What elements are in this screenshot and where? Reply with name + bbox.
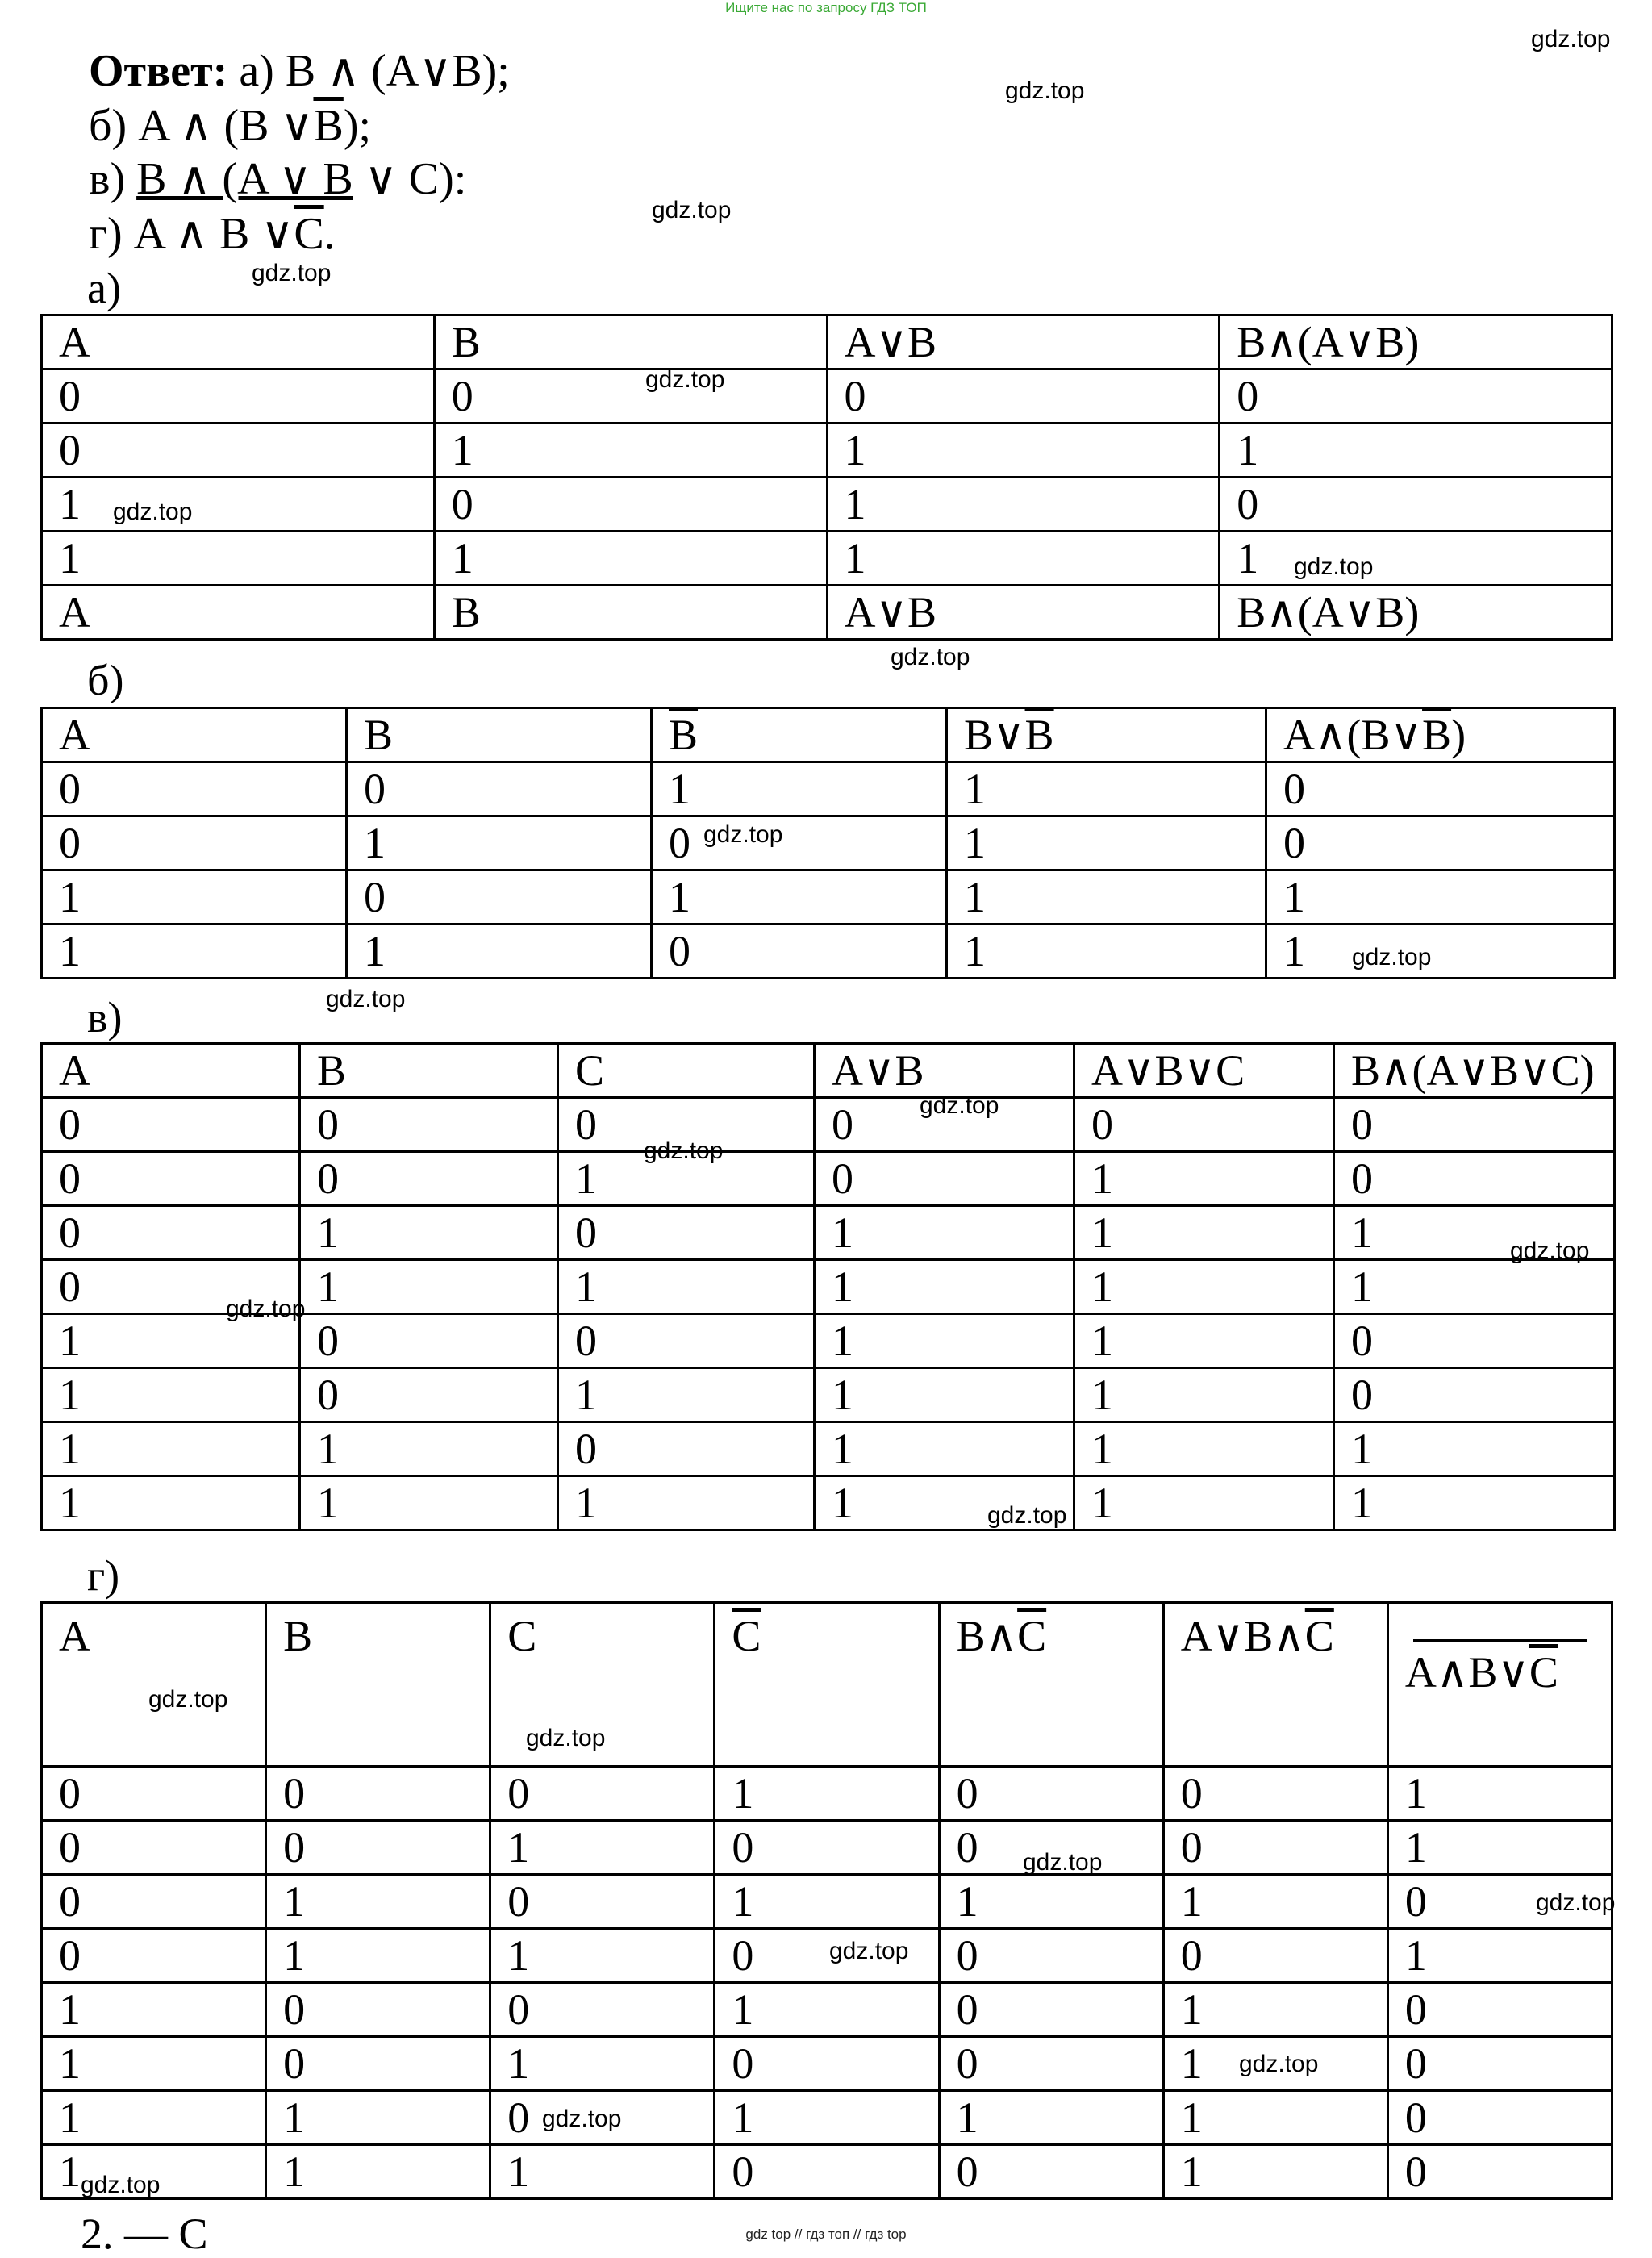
cell: 1 — [490, 1821, 715, 1875]
header-cell: B — [266, 1603, 490, 1767]
cell: 1 — [1220, 532, 1612, 586]
table-row — [42, 2037, 1612, 2091]
cell: 0 — [490, 2091, 715, 2145]
cell: 1 — [1074, 1368, 1334, 1422]
table-row — [42, 870, 1615, 924]
cell: 1 — [558, 1260, 815, 1314]
cell: 1 — [558, 1476, 815, 1530]
cell: 0 — [266, 1767, 490, 1821]
table-row — [42, 369, 1612, 424]
watermark: gdz.top — [526, 1725, 606, 1751]
cell: 1 — [42, 478, 435, 532]
cell: 1 — [42, 924, 347, 979]
cell: 1 — [1266, 870, 1615, 924]
cell: 0 — [939, 1983, 1163, 2037]
cell: 0 — [42, 1260, 300, 1314]
cell: 1 — [947, 924, 1266, 979]
cell: 0 — [300, 1152, 558, 1206]
cell: 1 — [1334, 1422, 1615, 1476]
answer-label: Ответ: — [89, 46, 228, 96]
cell: 0 — [266, 1821, 490, 1875]
cell: 1 — [266, 1929, 490, 1983]
table-row — [42, 1152, 1615, 1206]
cell: 0 — [42, 1875, 266, 1929]
cell: 1 — [490, 2145, 715, 2199]
table-row — [42, 424, 1612, 478]
cell: 1 — [1163, 2091, 1387, 2145]
header-bar-text: $\overline{C}$ — [1017, 1612, 1047, 1660]
header-text: A∨B∧ — [1180, 1612, 1305, 1660]
cell: A — [42, 586, 435, 640]
header-bar-text: $\overline{C}$ — [1529, 1648, 1558, 1697]
watermark: gdz.top — [1536, 1889, 1616, 1916]
header-cell: A — [42, 708, 347, 762]
cell: 1 — [42, 532, 435, 586]
cell: 1 — [1387, 1767, 1612, 1821]
cell: 1 — [1387, 1821, 1612, 1875]
watermark: gdz.top — [252, 260, 332, 286]
cell: 0 — [42, 369, 435, 424]
header-bar-text: $\overline{C}$ — [1304, 1612, 1334, 1660]
cell: 0 — [1387, 2037, 1612, 2091]
watermark: gdz.top — [703, 821, 783, 848]
cell: 1 — [42, 2037, 266, 2091]
header-cell — [1387, 1603, 1612, 1767]
cell: 0 — [558, 1314, 815, 1368]
header-text: B∨ — [964, 711, 1025, 759]
table-row — [42, 816, 1615, 870]
cell: 1 — [266, 2091, 490, 2145]
cell: 1 — [815, 1476, 1074, 1530]
truth-table-a — [40, 314, 1613, 641]
header-cell: C — [558, 1044, 815, 1098]
header-text: ) — [1451, 711, 1466, 759]
header-cell — [652, 708, 947, 762]
header-note[interactable]: Ищите нас по запросу ГДЗ ТОП — [725, 0, 927, 15]
cell: 0 — [1387, 1983, 1612, 2037]
table-g-header — [42, 1603, 1612, 1767]
header-cell: C — [490, 1603, 715, 1767]
cell: 0 — [300, 1098, 558, 1152]
answer-b-prefix: б) — [89, 101, 127, 151]
header-cell — [715, 1603, 939, 1767]
watermark: gdz.top — [148, 1686, 228, 1713]
cell: 0 — [42, 816, 347, 870]
cut-off-next-line: 2. — C — [81, 2210, 208, 2258]
answer-line-b — [89, 100, 371, 152]
header-negated-expr — [1405, 1607, 1587, 1697]
answer-line-v — [89, 153, 466, 205]
watermark: gdz.top — [113, 499, 193, 525]
watermark: gdz.top — [1352, 944, 1432, 970]
negation-bar — [1413, 1639, 1587, 1642]
header-cell — [1266, 708, 1615, 762]
cell: 1 — [947, 762, 1266, 816]
cell: 0 — [1387, 1875, 1612, 1929]
table-row — [42, 1206, 1615, 1260]
table-row — [42, 1476, 1615, 1530]
cell: 0 — [1163, 1821, 1387, 1875]
cell: 0 — [715, 2037, 939, 2091]
header-text: A∧B∨ — [1404, 1648, 1529, 1697]
header-cell: A — [42, 1044, 300, 1098]
answer-b-bar: $\overline{B}$ — [313, 101, 344, 151]
table-a-label: а) — [87, 264, 121, 312]
watermark: gdz.top — [645, 366, 725, 393]
cell: 0 — [42, 1206, 300, 1260]
cell: 1 — [1163, 1983, 1387, 2037]
cell: 0 — [1334, 1152, 1615, 1206]
cell: 1 — [42, 1368, 300, 1422]
cell: 1 — [42, 870, 347, 924]
cell: 1 — [815, 1260, 1074, 1314]
cell: 1 — [1163, 1875, 1387, 1929]
cell: 1 — [1074, 1152, 1334, 1206]
cell: 1 — [715, 2091, 939, 2145]
header-bar-text: $\overline{B}$ — [1422, 711, 1452, 759]
cell: 0 — [939, 1767, 1163, 1821]
cell: 0 — [42, 1767, 266, 1821]
cell: 0 — [42, 424, 435, 478]
watermark: gdz.top — [644, 1137, 724, 1164]
table-row — [42, 2145, 1612, 2199]
cell: 1 — [266, 1875, 490, 1929]
cell: 0 — [652, 816, 947, 870]
cell: 0 — [1266, 762, 1615, 816]
header-text: A∧(B∨ — [1283, 711, 1423, 759]
watermark: gdz.top — [326, 986, 406, 1012]
header-cell: A∨B — [827, 315, 1220, 369]
header-cell: B — [347, 708, 652, 762]
cell: 1 — [42, 2145, 266, 2199]
cell: 0 — [1387, 2145, 1612, 2199]
cell: 1 — [300, 1206, 558, 1260]
table-row — [42, 1983, 1612, 2037]
cell: 0 — [1266, 816, 1615, 870]
cell: 0 — [939, 1821, 1163, 1875]
cell: 1 — [42, 1476, 300, 1530]
cell: 0 — [42, 1821, 266, 1875]
cell: 0 — [1220, 369, 1612, 424]
header-cell: A — [42, 1603, 266, 1767]
table-row — [42, 1368, 1615, 1422]
cell: 0 — [300, 1314, 558, 1368]
cell: 1 — [939, 1875, 1163, 1929]
answer-line-a — [89, 45, 510, 97]
header-cell: A — [42, 315, 435, 369]
cell: 0 — [939, 2037, 1163, 2091]
cell: 1 — [347, 924, 652, 979]
answer-v-underlined: B ∧ (A ∨ B — [136, 154, 353, 204]
watermark: gdz.top — [652, 197, 732, 223]
cell: 1 — [42, 1983, 266, 2037]
table-row — [42, 1767, 1612, 1821]
watermark: gdz.top — [1239, 2051, 1319, 2077]
watermark: gdz.top — [81, 2172, 161, 2198]
watermark: gdz.top — [1005, 77, 1085, 104]
table-b-header — [42, 708, 1615, 762]
footer-note[interactable]: gdz top // гдз топ // гдз top — [745, 2227, 907, 2242]
cell: 0 — [715, 1929, 939, 1983]
cell: 0 — [42, 762, 347, 816]
cell: 0 — [815, 1152, 1074, 1206]
cell: 1 — [300, 1260, 558, 1314]
cell: 1 — [300, 1422, 558, 1476]
cell: 0 — [652, 924, 947, 979]
cell: 1 — [300, 1476, 558, 1530]
answer-g-bar: $\overline{C}$ — [294, 209, 324, 259]
table-row — [42, 1875, 1612, 1929]
cell: 0 — [827, 369, 1220, 424]
cell: 1 — [434, 424, 827, 478]
watermark: gdz.top — [920, 1092, 999, 1119]
cell: 1 — [347, 816, 652, 870]
cell: 0 — [1163, 1767, 1387, 1821]
cell: 1 — [827, 532, 1220, 586]
watermark: gdz.top — [1023, 1849, 1103, 1876]
header-cell: B∧(A∨B) — [1220, 315, 1612, 369]
cell: 0 — [347, 870, 652, 924]
watermark: gdz.top — [1294, 553, 1374, 580]
table-row — [42, 586, 1612, 640]
cell: 1 — [1334, 1476, 1615, 1530]
cell: 0 — [1387, 2091, 1612, 2145]
cell: 0 — [558, 1098, 815, 1152]
table-row — [42, 1422, 1615, 1476]
cell: 0 — [1163, 1929, 1387, 1983]
cell: 0 — [939, 1929, 1163, 1983]
watermark: gdz.top — [226, 1296, 306, 1322]
cell: 1 — [1334, 1206, 1615, 1260]
cell: 1 — [947, 870, 1266, 924]
cell: 1 — [42, 1314, 300, 1368]
cell: 0 — [815, 1098, 1074, 1152]
cell: 1 — [815, 1314, 1074, 1368]
cell: 1 — [939, 2091, 1163, 2145]
truth-table-v — [40, 1042, 1616, 1531]
cell: 1 — [1074, 1206, 1334, 1260]
header-bar-text: $\overline{B}$ — [669, 711, 699, 759]
cell: 1 — [715, 1767, 939, 1821]
answer-line-g — [89, 208, 336, 260]
cell: 0 — [266, 2037, 490, 2091]
cell: 1 — [558, 1152, 815, 1206]
cell: 0 — [715, 2145, 939, 2199]
cell: 1 — [42, 1422, 300, 1476]
table-row — [42, 762, 1615, 816]
truth-table-g — [40, 1601, 1616, 2200]
answer-v-post: ∨ C): — [364, 154, 467, 204]
cell: 1 — [715, 1983, 939, 2037]
cell: 0 — [266, 1983, 490, 2037]
header-bar-text: $\overline{B}$ — [1024, 711, 1054, 759]
table-row — [42, 478, 1612, 532]
cell: 0 — [490, 1983, 715, 2037]
truth-table-b — [40, 707, 1616, 979]
answer-a-expr: B ∧ (A∨B); — [285, 46, 510, 96]
answer-a-prefix: а) — [239, 46, 274, 96]
watermark: gdz.top — [891, 644, 970, 670]
table-g-label: г) — [87, 1551, 120, 1600]
cell: 1 — [815, 1368, 1074, 1422]
header-cell: A∨B — [815, 1044, 1074, 1098]
header-cell: B — [434, 315, 827, 369]
cell: 0 — [1334, 1314, 1615, 1368]
answer-b-pre: A ∧ (B ∨ — [138, 101, 314, 151]
table-a-header — [42, 315, 1612, 369]
cell: 0 — [939, 2145, 1163, 2199]
cell: 1 — [652, 762, 947, 816]
cell: 1 — [827, 478, 1220, 532]
cell: 0 — [490, 1875, 715, 1929]
cell: 1 — [1334, 1260, 1615, 1314]
header-cell — [1163, 1603, 1387, 1767]
answer-g-pre: A ∧ B ∨ — [133, 209, 294, 259]
cell: 1 — [1074, 1260, 1334, 1314]
header-cell — [939, 1603, 1163, 1767]
cell: A∨B — [827, 586, 1220, 640]
cell: 1 — [1266, 924, 1615, 979]
cell: 0 — [347, 762, 652, 816]
table-v-header — [42, 1044, 1615, 1098]
cell: 1 — [266, 2145, 490, 2199]
cell: 0 — [434, 478, 827, 532]
watermark: gdz.top — [542, 2106, 622, 2132]
cell: 1 — [815, 1422, 1074, 1476]
cell: 0 — [490, 1767, 715, 1821]
watermark: gdz.top — [1531, 26, 1611, 52]
cell: 1 — [827, 424, 1220, 478]
table-row — [42, 1929, 1612, 1983]
cell: 0 — [1334, 1368, 1615, 1422]
cell: 0 — [42, 1098, 300, 1152]
cell: 1 — [42, 2091, 266, 2145]
cell: 0 — [558, 1422, 815, 1476]
cell: 0 — [434, 369, 827, 424]
cell: B∧(A∨B) — [1220, 586, 1612, 640]
header-bar-text: $\overline{C}$ — [732, 1612, 761, 1660]
cell: 0 — [300, 1368, 558, 1422]
cell: 1 — [490, 1929, 715, 1983]
answer-v-prefix: в) — [89, 154, 126, 204]
table-row — [42, 532, 1612, 586]
cell: 1 — [1074, 1476, 1334, 1530]
cell: 1 — [490, 2037, 715, 2091]
cell: 0 — [1074, 1098, 1334, 1152]
table-row — [42, 1098, 1615, 1152]
answer-g-post: . — [323, 209, 336, 259]
cell: 1 — [1163, 2037, 1387, 2091]
cell: 0 — [1334, 1098, 1615, 1152]
table-row — [42, 2091, 1612, 2145]
cell: 0 — [42, 1152, 300, 1206]
header-cell: A∨B∨C — [1074, 1044, 1334, 1098]
header-text: B∧ — [956, 1612, 1018, 1660]
cell: 0 — [558, 1206, 815, 1260]
cell: 1 — [434, 532, 827, 586]
watermark: gdz.top — [829, 1938, 909, 1964]
cell: 1 — [815, 1206, 1074, 1260]
cell: 1 — [1074, 1314, 1334, 1368]
cell: 0 — [42, 1929, 266, 1983]
watermark: gdz.top — [1510, 1238, 1590, 1264]
answer-b-post: ); — [343, 101, 372, 151]
cell: 1 — [1074, 1422, 1334, 1476]
cell: 1 — [947, 816, 1266, 870]
header-cell: B∧(A∨B∨C) — [1334, 1044, 1615, 1098]
cell: 1 — [558, 1368, 815, 1422]
header-cell — [947, 708, 1266, 762]
cell: 1 — [715, 1875, 939, 1929]
cell: 0 — [1220, 478, 1612, 532]
cell: B — [434, 586, 827, 640]
table-row — [42, 1821, 1612, 1875]
cell: 1 — [1163, 2145, 1387, 2199]
answer-g-prefix: г) — [89, 209, 123, 259]
table-b-label: б) — [87, 656, 124, 704]
header-cell: B — [300, 1044, 558, 1098]
table-v-label: в) — [87, 993, 123, 1041]
cell: 1 — [1387, 1929, 1612, 1983]
cell: 1 — [652, 870, 947, 924]
cell: 0 — [715, 1821, 939, 1875]
watermark: gdz.top — [987, 1502, 1067, 1529]
cell: 1 — [1220, 424, 1612, 478]
